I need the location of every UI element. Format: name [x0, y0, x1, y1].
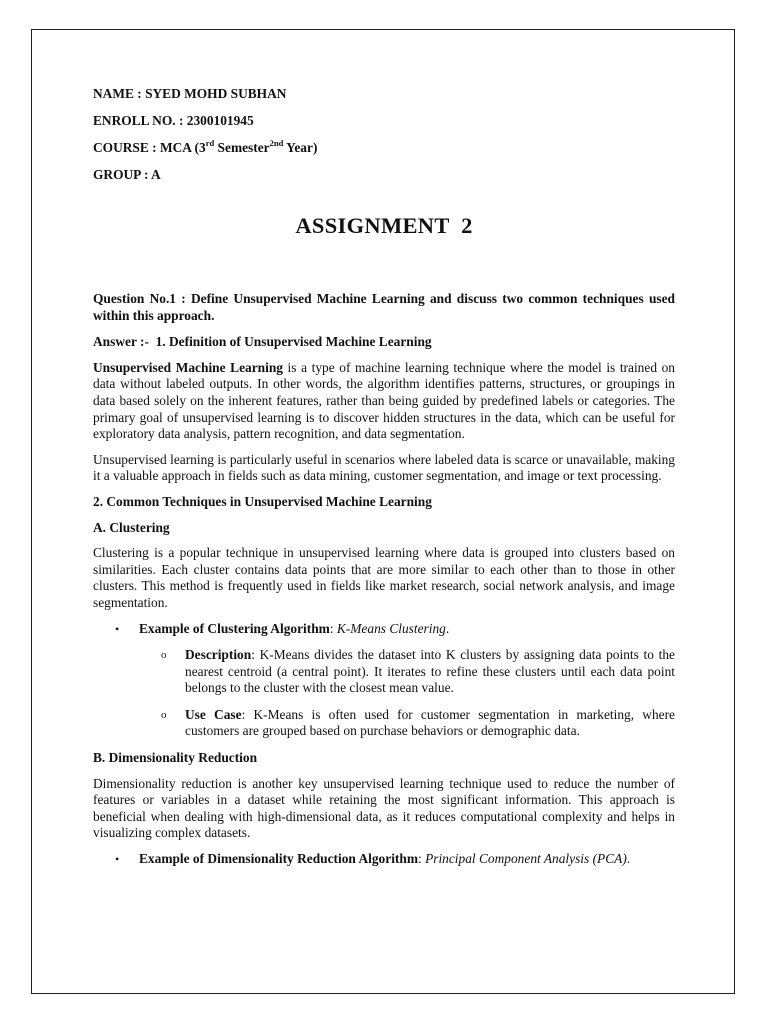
sub-bullet-icon: o — [161, 708, 167, 721]
section-2-heading: 2. Common Techniques in Unsupervised Machine Learning — [93, 493, 432, 509]
sub-bullet-icon: o — [161, 649, 167, 662]
description-text: : K-Means divides the dataset into K clusters by assigning data points to the nearest centroid (a central point). It iterates to refine these clusters until each data point belongs to the cluster with the closest mean value. — [185, 647, 675, 696]
clustering-example-sep: : — [329, 620, 337, 636]
definition-text: is a type of machine learning technique where the model is trained on data without labeled outputs. In other words, the algorithm identifies patterns, structures, or groupings in data based solely on the inherent features, rather than being guided by predefined labels or categories. The primary goal of unsupervised learning is to discover hidden structures in the data, which can be useful for exploratory data analysis, pattern recognition, and data segmentation. — [93, 359, 675, 442]
course-sup-rd: rd — [205, 137, 215, 148]
course-mid: Semester — [214, 140, 270, 155]
definition-term: Unsupervised Machine Learning — [93, 359, 283, 375]
bullet-icon: • — [115, 852, 120, 867]
dimred-heading: B. Dimensionality Reduction — [93, 750, 258, 766]
course-prefix: COURSE : MCA (3 — [93, 140, 206, 155]
dimred-example-value: Principal Component Analysis (PCA) — [425, 851, 627, 867]
student-name: NAME : SYED MOHD SUBHAN — [93, 86, 287, 101]
kmeans-use-case-item — [93, 707, 675, 740]
answer-heading: Answer :- 1. Definition of Unsupervised Machine Learning — [93, 334, 432, 350]
assignment-title: ASSIGNMENT 2 — [295, 213, 473, 238]
clustering-heading: A. Clustering — [93, 519, 170, 535]
dimred-paragraph: Dimensionality reduction is another key unsupervised learning technique used to reduce the number of features or variables in a dataset while retaining the most significant information. This approach is beneficial when dealing with high-dimensional data, as it reduces computational complexity and helps in visualizing complex datasets. — [93, 775, 675, 841]
bullet-icon: • — [115, 621, 120, 636]
group-line: GROUP : A — [93, 167, 161, 182]
dimred-example-bullet — [93, 851, 675, 868]
dimred-example-sep: : — [417, 851, 426, 867]
clustering-paragraph: Clustering is a popular technique in unsupervised learning where data is grouped into clusters based on similarities. Each cluster contains data points that are more similar to each other than to those in other clusters. This method is frequently used in fields like market research, social network analysis, and image segmentation. — [93, 545, 675, 610]
dimred-example-label: Example of Dimensionality Reduction Algorithm — [139, 851, 418, 867]
enroll-number: ENROLL NO. : 2300101945 — [93, 113, 254, 128]
course-line — [93, 137, 675, 156]
question-text: Question No.1 : Define Unsupervised Machine Learning and discuss two common techniques used within this approach. — [93, 291, 675, 323]
use-case-text: : K-Means is often used for customer segmentation in marketing, where customers are grouped based on purchase behaviors or demographic data. — [185, 706, 675, 739]
clustering-example-value: K-Means Clustering — [336, 620, 446, 636]
clustering-example-label: Example of Clustering Algorithm — [139, 620, 330, 636]
course-sup-2nd: 2nd — [269, 137, 284, 148]
course-suffix: Year) — [283, 140, 318, 155]
kmeans-description-item — [93, 647, 675, 697]
description-label: Description — [185, 647, 252, 663]
clustering-example-end: . — [445, 620, 450, 636]
use-case-label: Use Case — [185, 706, 242, 722]
document-body — [93, 86, 675, 878]
definition-paragraph — [93, 360, 675, 443]
usefulness-paragraph: Unsupervised learning is particularly useful in scenarios where labeled data is scarce or unavailable, making it a valuable approach in fields such as data mining, customer segmentation, and image or text processing. — [93, 451, 675, 484]
dimred-example-end: . — [626, 851, 631, 867]
clustering-example-bullet — [93, 621, 675, 638]
